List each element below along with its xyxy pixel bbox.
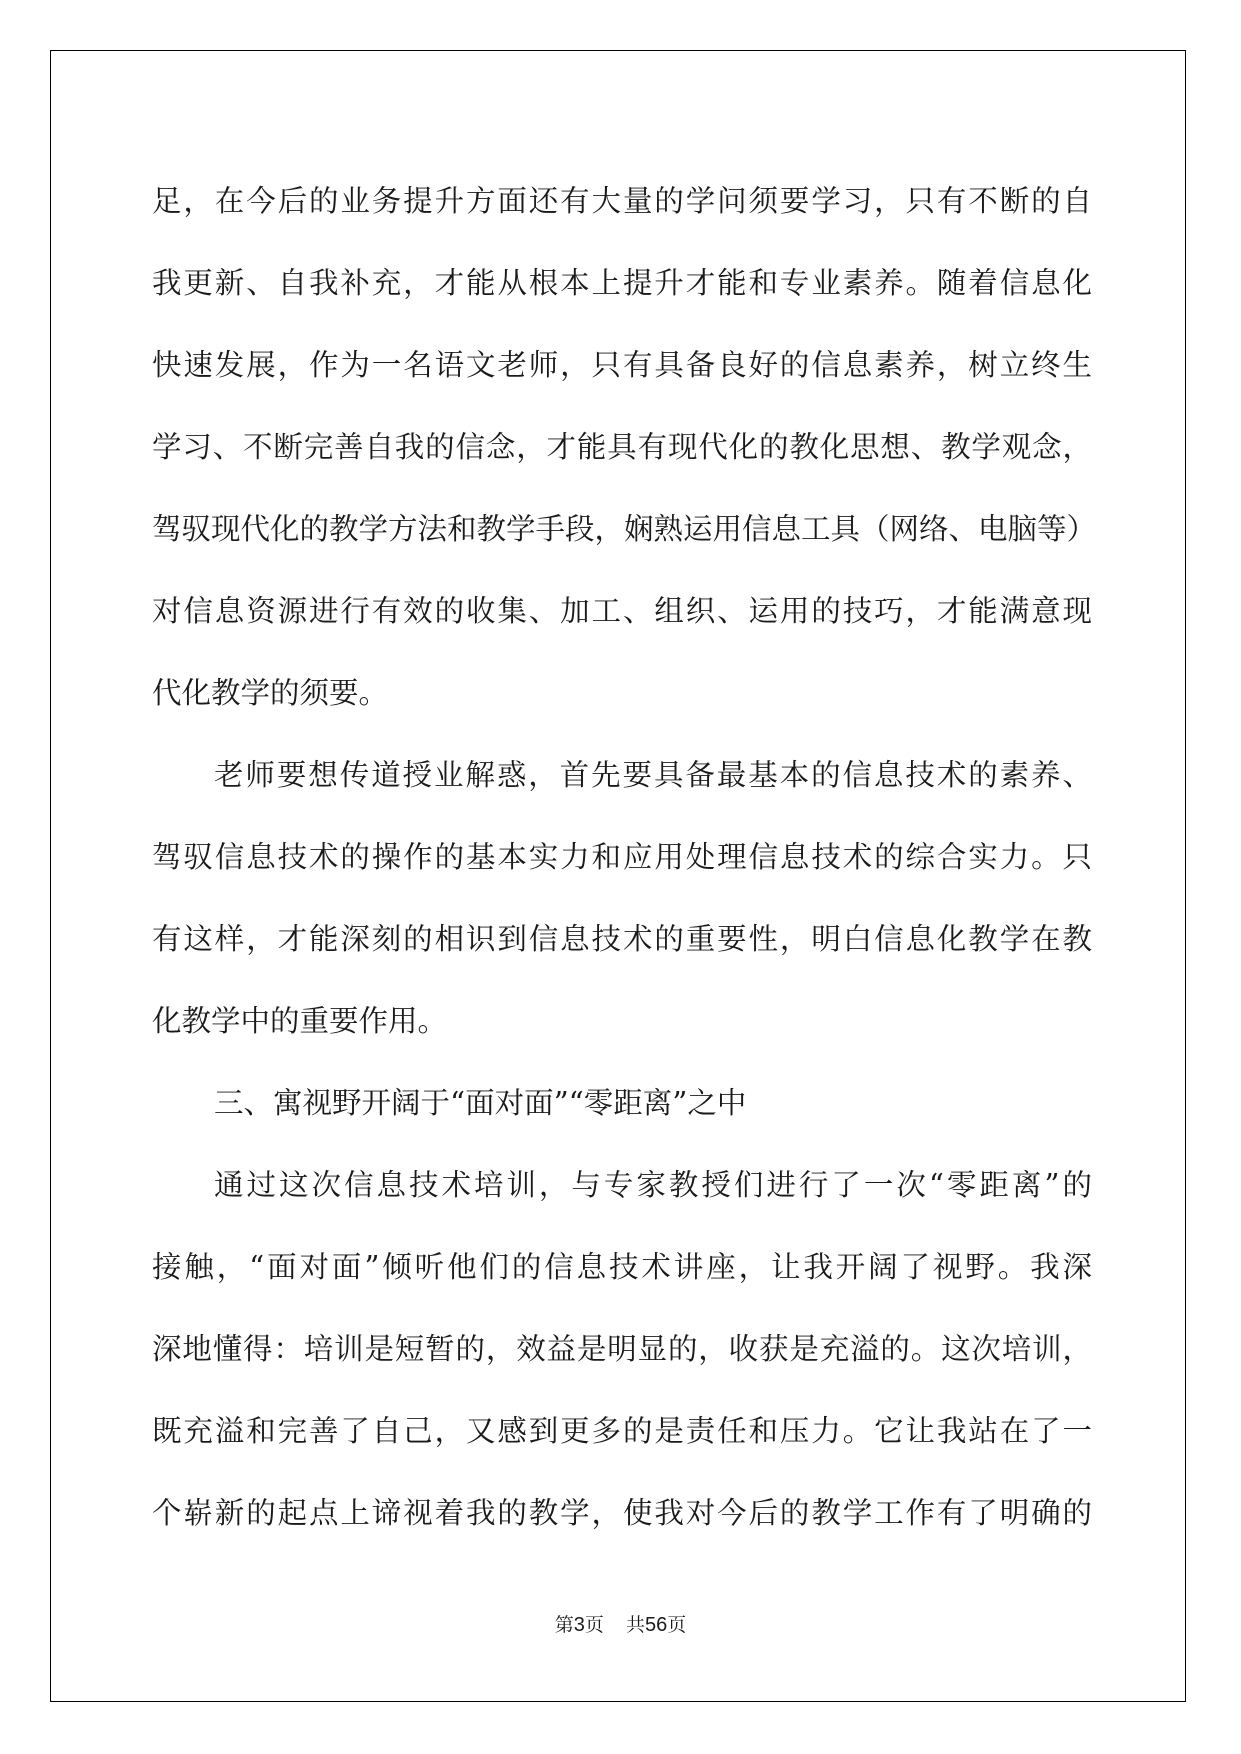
document-body: [152, 160, 1097, 1554]
text-line: 驾驭现代化的教学方法和教学手段，娴熟运用信息工具（网络、电脑等）: [152, 512, 1097, 546]
text-line: 我更新、自我补充，才能从根本上提升才能和专业素养。随着信息化: [152, 266, 1092, 300]
text-line: 接触，“面对面”倾听他们的信息技术讲座，让我开阔了视野。我深: [152, 1250, 1092, 1284]
text-line: 代化教学的须要。: [152, 676, 389, 710]
text-line: 通过这次信息技术培训，与专家教授们进行了一次“零距离”的: [214, 1168, 1092, 1202]
text-line: 快速发展，作为一名语文老师，只有具备良好的信息素养，树立终生: [152, 348, 1092, 382]
page-prefix: 第: [554, 1614, 574, 1636]
total-prefix: 共: [625, 1614, 645, 1636]
text-line: 三、寓视野开阔于“面对面”“零距离”之中: [214, 1086, 747, 1120]
text-line: 驾驭信息技术的操作的基本实力和应用处理信息技术的综合实力。只: [152, 840, 1092, 874]
text-line: 足，在今后的业务提升方面还有大量的学问须要学习，只有不断的自: [152, 184, 1092, 218]
text-line: 老师要想传道授业解惑，首先要具备最基本的信息技术的素养、: [214, 758, 1092, 792]
text-line: 学习、不断完善自我的信念，才能具有现代化的教化思想、教学观念，: [152, 430, 1092, 464]
page-number: 3: [573, 1614, 585, 1636]
page-footer: [0, 1610, 1241, 1637]
text-line: 既充溢和完善了自己，又感到更多的是责任和压力。它让我站在了一: [152, 1414, 1092, 1448]
text-line: 个崭新的起点上谛视着我的教学，使我对今后的教学工作有了明确的: [152, 1496, 1092, 1530]
page-suffix: 页: [584, 1614, 604, 1636]
text-line: 有这样，才能深刻的相识到信息技术的重要性，明白信息化教学在教: [152, 922, 1092, 956]
text-line: 化教学中的重要作用。: [152, 1004, 448, 1038]
text-line: 对信息资源进行有效的收集、加工、组织、运用的技巧，才能满意现: [152, 594, 1092, 628]
total-pages: 56: [644, 1614, 668, 1636]
text-line: 深地懂得：培训是短暂的，效益是明显的，收获是充溢的。这次培训，: [152, 1332, 1092, 1366]
total-suffix: 页: [667, 1614, 687, 1636]
